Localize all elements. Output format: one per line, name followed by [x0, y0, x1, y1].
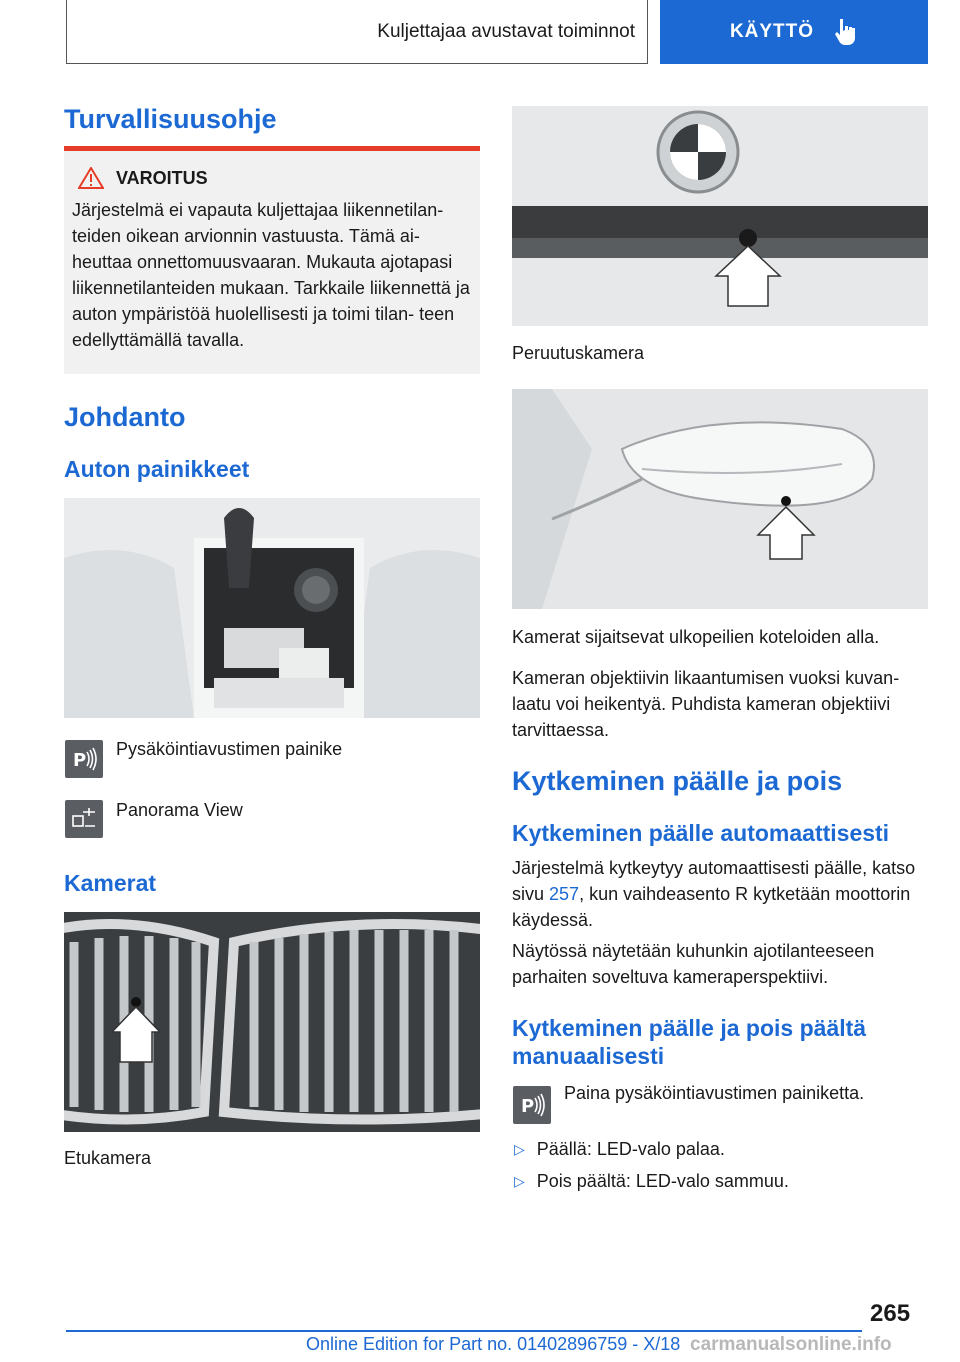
section-title: Kuljettajaa avustavat toiminnot — [377, 20, 635, 42]
rear-camera-caption: Peruutuskamera — [512, 343, 645, 363]
warning-triangle-icon — [78, 167, 104, 189]
edition-text: Online Edition for Part no. 01402896759 - X/18 — [306, 1334, 681, 1354]
front-camera-image — [64, 912, 480, 1132]
safety-title: Turvallisuusohje — [64, 104, 277, 134]
lens-dirty-text: Kameran objektiivin likaantumisen vuoksi kuvan- laatu voi heikentyä. Puhdista kameran objektiivi tarvittaessa. — [512, 668, 900, 740]
front-camera-caption: Etukamera — [64, 1148, 152, 1168]
bullet-on-text: Päällä: LED-valo palaa. — [536, 1139, 725, 1159]
bullet-off-text: Pois päältä: LED-valo sammuu. — [536, 1171, 789, 1191]
bullet-on — [514, 1136, 725, 1162]
warning-text: Järjestelmä ei vapauta kuljettajaa liikennetilan- teiden oikean arvionnin vastuusta. Tämä ai- heuttaa onnettomuusvaaran. Mukauta ajotapasi liikennetilanteiden mukaan. Tarkkaile liikennettä ja auton ympäristöä huolellisesti ja toimi tilan- teen edellyttämällä tavalla. — [72, 200, 470, 350]
best-view-text: Näytössä näytetään kuhunkin ajotilanteeseen parhaiten soveltuva kameraperspektiivi. — [512, 941, 875, 987]
hand-pointer-icon — [832, 17, 858, 47]
bullet-off — [514, 1168, 789, 1194]
park-assist-icon — [69, 744, 99, 774]
cameras-subtitle: Kamerat — [64, 870, 157, 896]
bullet-triangle-icon: ▷ — [514, 1173, 525, 1189]
park-assist-icon — [517, 1090, 547, 1120]
center-console-image — [64, 498, 480, 718]
auto-text-part-b: , kun vaihdeasento R kytketään moottorin käydessä. — [512, 884, 911, 930]
bullet-triangle-icon: ▷ — [514, 1141, 525, 1157]
watermark-text: carmanualsonline.info — [690, 1334, 892, 1355]
park-assist-button-label: Pysäköintiavustimen painike — [116, 739, 343, 759]
warning-label: VAROITUS — [116, 167, 208, 188]
chapter-label: KÄYTTÖ — [729, 21, 815, 42]
header-chapter-tab[interactable] — [660, 0, 928, 64]
buttons-subtitle: Auton painikkeet — [64, 456, 250, 482]
warning-box — [64, 146, 480, 374]
footer-divider — [66, 1330, 862, 1332]
svg-text:P: P — [521, 1096, 535, 1117]
warning-header — [78, 165, 472, 191]
mirror-camera-image — [512, 389, 928, 609]
park-assist-button-icon — [65, 740, 103, 778]
svg-text:P: P — [73, 750, 87, 771]
onoff-title: Kytkeminen päälle ja pois — [512, 766, 843, 796]
auto-text — [512, 855, 922, 933]
auto-text-part-a: Järjestelmä kytkeytyy automaattisesti päälle, katso sivu — [512, 858, 916, 904]
intro-title: Johdanto — [64, 402, 186, 432]
header-section-title — [66, 0, 648, 64]
page-number: 265 — [870, 1300, 911, 1327]
park-assist-button-icon-2 — [513, 1086, 551, 1124]
manual-subtitle: Kytkeminen päälle ja pois päältä manuaalisesti — [512, 1015, 867, 1069]
rear-camera-image — [512, 106, 928, 326]
panorama-view-button-icon — [65, 800, 103, 838]
mirror-cameras-text: Kamerat sijaitsevat ulkopeilien koteloiden alla. — [512, 627, 880, 647]
panorama-view-icon — [69, 804, 99, 834]
panorama-view-button-label: Panorama View — [116, 800, 243, 820]
press-button-text: Paina pysäköintiavustimen painiketta. — [564, 1083, 865, 1103]
page-link-257[interactable]: 257 — [549, 884, 580, 904]
auto-subtitle: Kytkeminen päälle automaattisesti — [512, 820, 890, 846]
